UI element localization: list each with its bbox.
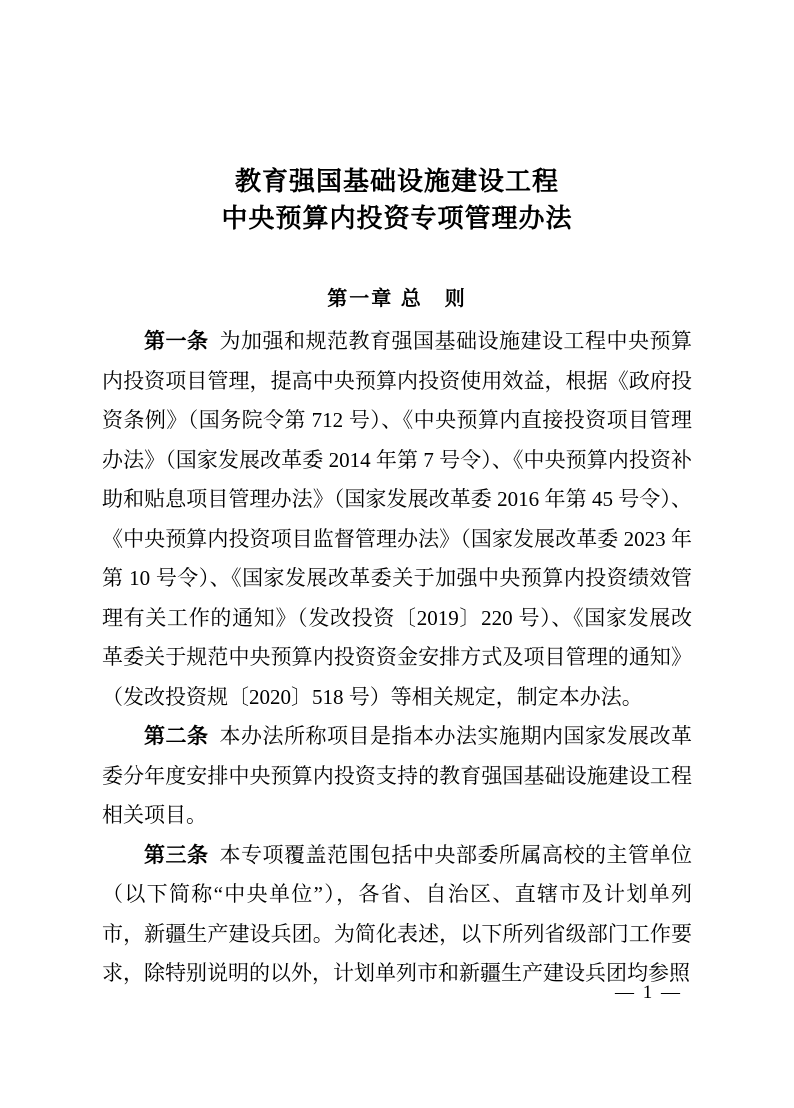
article-2-label: 第二条: [144, 725, 209, 748]
article-paragraph-1: [102, 322, 692, 717]
article-1-text: 为加强和规范教育强国基础设施建设工程中央预算内投资项目管理，提高中央预算内投资使用效益，根据《政府投资条例》（国务院令第 712 号）、《中央预算内直接投资项目管理办法》（国家发展改革委 2014 年第 7 号令）、《中央预算内投资补助和贴息项目管理办法》（国家发展改革委 2016 年第 45 号令）、《中央预算内投资项目监督管理办法》（国家发展改革委 2023 年第 10 号令）、《国家发展改革委关于加强中央预算内投资绩效管理有关工作的通知》（发改投资〔2019〕220 号）、《国家发展改革委关于规范中央预算内投资资金安排方式及项目管理的通知》（发改投资规〔2020〕518 号）等相关规定，制定本办法。: [102, 329, 692, 709]
document-title-line2: 中央预算内投资专项管理办法: [221, 204, 573, 233]
chapter-heading: 第一章 总 则: [327, 288, 467, 310]
page-number: — 1 —: [615, 982, 682, 1003]
article-paragraph-2: [102, 717, 692, 836]
article-3-label: 第三条: [144, 843, 209, 867]
article-1-label: 第一条: [144, 330, 209, 353]
article-2-text: 本办法所称项目是指本办法实施期内国家发展改革委分年度安排中央预算内投资支持的教育强国基础设施建设工程相关项目。: [102, 724, 692, 827]
article-3-text: 本专项覆盖范围包括中央部委所属高校的主管单位（以下简称“中央单位”），各省、自治区、直辖市及计划单列市，新疆生产建设兵团。为简化表述，以下所列省级部门工作要求，除特别说明的以外，计划单列市和新疆生产建设兵团均参照: [102, 842, 692, 985]
document-title: [102, 163, 692, 237]
document-body: [102, 322, 692, 994]
article-paragraph-3: [102, 836, 692, 994]
document-title-line1: 教育强国基础设施建设工程: [234, 167, 559, 196]
